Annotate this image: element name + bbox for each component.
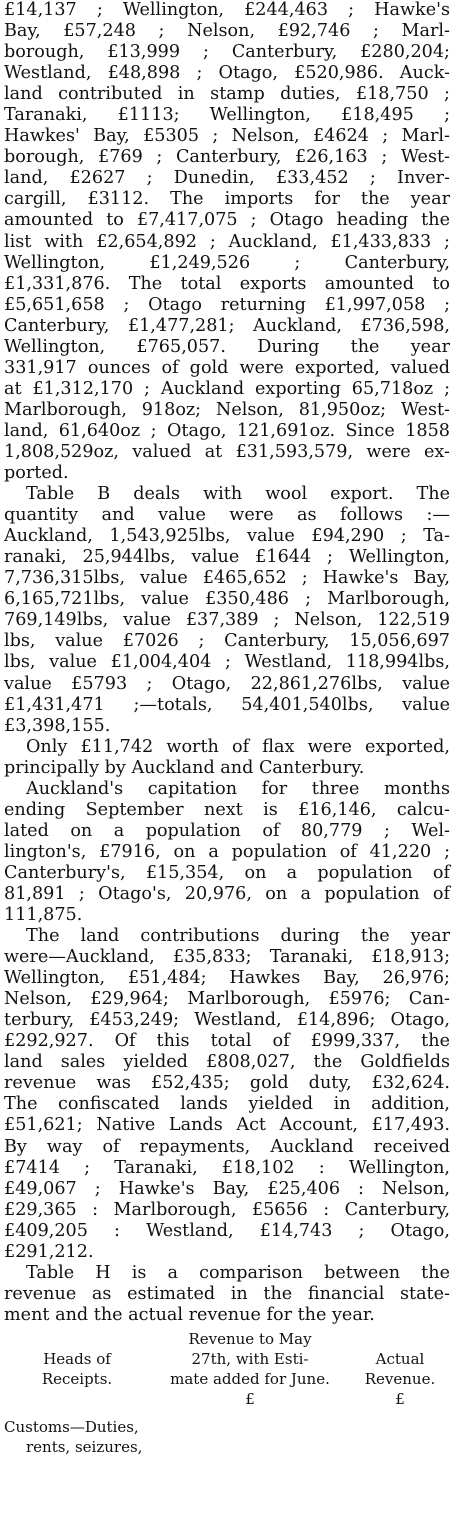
text-line: terbury, £453,249; Westland, £14,896; Otago, [4, 1010, 450, 1031]
article-body [4, 0, 450, 1326]
text-line: Canterbury, £1,477,281; Auckland, £736,598, [4, 315, 450, 336]
text-line: The confiscated lands yielded in addition, [4, 1094, 450, 1115]
text-line: Taranaki, £1113; Wellington, £18,495 ; [4, 105, 450, 126]
text-line: Bay, £57,248 ; Nelson, £92,746 ; Marl- [4, 21, 450, 42]
text-line: 331,917 ounces of gold were exported, valued [4, 357, 450, 378]
text-line: land sales yielded £808,027, the Goldfields [4, 1052, 450, 1073]
col2-header-line-1: Revenue to May [188, 1330, 312, 1349]
text-line: borough, £13,999 ; Canterbury, £280,204; [4, 42, 450, 63]
col1-header-line-1: Heads of [43, 1350, 111, 1369]
text-line: £51,621; Native Lands Act Account, £17,493. [4, 1115, 450, 1136]
text-line: £3,398,155. [4, 715, 111, 736]
text-line: Wellington, £51,484; Hawkes Bay, 26,976; [4, 968, 450, 989]
text-line: £292,927. Of this total of £999,337, the [4, 1031, 450, 1052]
text-line: £5,651,658 ; Otago returning £1,997,058 ; [4, 294, 450, 315]
text-line: Hawkes' Bay, £5305 ; Nelson, £4624 ; Marl- [4, 126, 450, 147]
text-line: Nelson, £29,964; Marlborough, £5976; Can- [4, 989, 450, 1010]
text-line: £1,431,471 ;—totals, 54,401,540lbs, value [4, 694, 450, 715]
text-line: amounted to £7,417,075 ; Otago heading the [4, 210, 450, 231]
text-line: The land contributions during the year [26, 926, 450, 947]
text-line: land, £2627 ; Dunedin, £33,452 ; Inver- [4, 168, 450, 189]
table-row-label: Customs—Duties, [4, 1418, 139, 1437]
text-line: Westland, £48,898 ; Otago, £520,986. Auck- [4, 63, 450, 84]
text-line: £14,137 ; Wellington, £244,463 ; Hawke's [4, 0, 450, 20]
col2-header-line-3: mate added for June. [170, 1370, 330, 1389]
text-line: £291,212. [4, 1241, 94, 1262]
text-line: were—Auckland, £35,833; Taranaki, £18,913; [4, 947, 450, 968]
col3-header-line-2: Revenue. [364, 1370, 436, 1389]
text-line: lbs, value £7026 ; Canterbury, 15,056,697 [4, 631, 450, 652]
text-line: revenue as estimated in the financial state- [4, 1283, 450, 1304]
text-line: 6,165,721lbs, value £350,486 ; Marlborough, [4, 589, 450, 610]
col3-currency-symbol: £ [395, 1390, 405, 1409]
text-line: revenue was £52,435; gold duty, £32,624. [4, 1073, 450, 1094]
text-line: £49,067 ; Hawke's Bay, £25,406 : Nelson, [4, 1178, 450, 1199]
text-line: land, 61,640oz ; Otago, 121,691oz. Since 1858 [4, 420, 450, 441]
text-line: Canterbury's, £15,354, on a population of [4, 862, 450, 883]
text-line: Wellington, £1,249,526 ; Canterbury, [4, 252, 450, 273]
text-line: ported. [4, 463, 69, 484]
text-line: Wellington, £765,057. During the year [4, 336, 450, 357]
col3-header-line-1: Actual [375, 1350, 425, 1369]
text-line: 111,875. [4, 905, 83, 926]
text-line: quantity and value were as follows :— [4, 505, 450, 526]
text-line: £7414 ; Taranaki, £18,102 : Wellington, [4, 1157, 450, 1178]
text-line: cargill, £3112. The imports for the year [4, 189, 450, 210]
col2-currency-symbol: £ [245, 1390, 255, 1409]
text-line: lbs, value £1,004,404 ; Westland, 118,994lbs, [4, 652, 450, 673]
text-line: land contributed in stamp duties, £18,750 ; [4, 84, 450, 105]
col2-header-line-2: 27th, with Esti- [191, 1350, 309, 1369]
text-line: Only £11,742 worth of flax were exported, [26, 736, 450, 757]
text-line: Table H is a comparison between the [26, 1262, 450, 1283]
text-line: lated on a population of 80,779 ; Wel- [4, 820, 450, 841]
text-line: at £1,312,170 ; Auckland exporting 65,718oz ; [4, 378, 450, 399]
text-line: ment and the actual revenue for the year. [4, 1304, 375, 1325]
text-line: principally by Auckland and Canterbury. [4, 757, 365, 778]
text-line: 1,808,529oz, valued at £31,593,579, were ex- [4, 441, 450, 462]
text-line: ranaki, 25,944lbs, value £1644 ; Wellington, [4, 547, 450, 568]
text-line: value £5793 ; Otago, 22,861,276lbs, value [4, 673, 450, 694]
col1-header-line-2: Receipts. [41, 1370, 113, 1389]
text-line: By way of repayments, Auckland received [4, 1136, 450, 1157]
text-line: lington's, £7916, on a population of 41,220 ; [4, 841, 450, 862]
text-line: list with £2,654,892 ; Auckland, £1,433,833 ; [4, 231, 450, 252]
newspaper-column [4, 0, 450, 1457]
text-line: borough, £769 ; Canterbury, £26,163 ; West- [4, 147, 450, 168]
table-row-label: rents, seizures, [26, 1438, 143, 1457]
text-line: 769,149lbs, value £37,389 ; Nelson, 122,519 [4, 610, 450, 631]
text-line: Auckland's capitation for three months [26, 778, 450, 799]
text-line: Auckland, 1,543,925lbs, value £94,290 ; Ta- [4, 526, 450, 547]
text-line: 7,736,315lbs, value £465,652 ; Hawke's Bay, [4, 568, 450, 589]
text-line: £409,205 : Westland, £14,743 ; Otago, [4, 1220, 450, 1241]
text-line: ending September next is £16,146, calcu- [4, 799, 450, 820]
text-line: £1,331,876. The total exports amounted to [4, 273, 450, 294]
text-line: £29,365 : Marlborough, £5656 : Canterbury, [4, 1199, 450, 1220]
text-line: Marlborough, 918oz; Nelson, 81,950oz; West- [4, 399, 450, 420]
text-line: Table B deals with wool export. The [26, 484, 450, 505]
text-line: 81,891 ; Otago's, 20,976, on a population of [4, 883, 450, 904]
